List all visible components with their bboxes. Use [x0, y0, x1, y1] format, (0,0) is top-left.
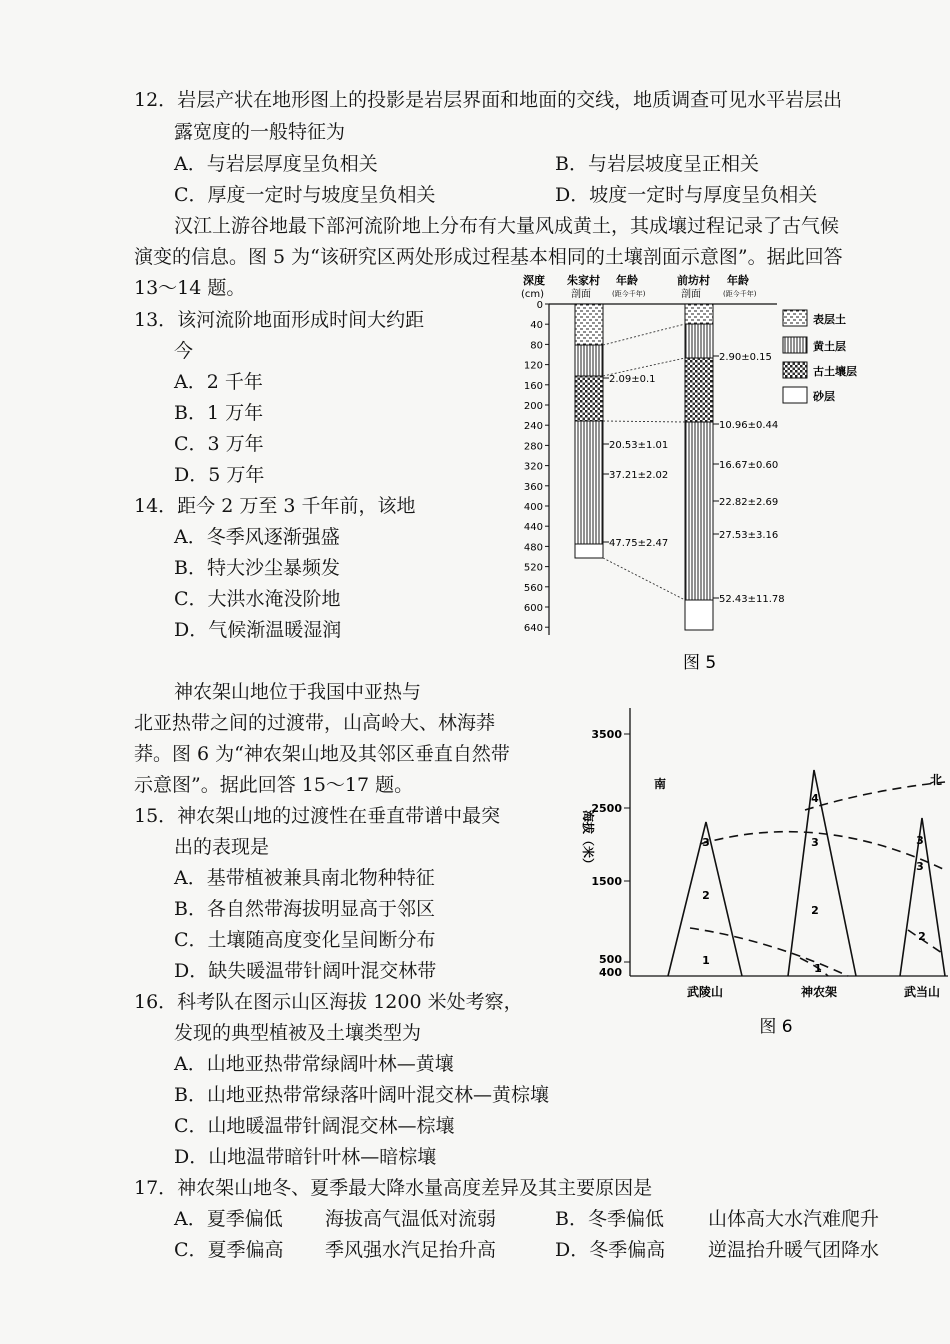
depth-tick-label: 120 [523, 360, 543, 372]
depth-tick-label: 0 [536, 300, 543, 311]
q14-option-d[interactable]: D．气候渐温暖湿润 [174, 619, 342, 641]
q15-option-a[interactable]: A．基带植被兼具南北物种特征 [174, 867, 435, 889]
q17-option-d-label[interactable]: D．冬季偏高 [555, 1239, 666, 1261]
col1-age-2: 20.53±1.01 [609, 440, 669, 451]
depth-tick-label: 520 [523, 562, 543, 574]
col1-age-3: 37.21±2.02 [609, 470, 669, 481]
q12-stem-1: 12．岩层产状在地形图上的投影是岩层界面和地面的交线，地质调查可见水平岩层出 [134, 89, 843, 111]
q17-option-a-text[interactable]: 海拔高气温低对流弱 [325, 1208, 497, 1230]
depth-tick-label: 640 [523, 623, 543, 635]
m3-zone-3b: 3 [916, 860, 924, 873]
north-label: 北 [930, 773, 943, 787]
col1-sub: 剖面 [571, 289, 591, 300]
q14-stem: 14．距今 2 万至 3 千年前，该地 [134, 495, 416, 517]
depth-tick-label: 600 [523, 603, 543, 614]
intro2-line-2: 北亚热带之间的过渡带，山高岭大、林海莽 [134, 712, 496, 734]
mountain-wuling: 武陵山 [686, 985, 724, 999]
q13-option-c[interactable]: C．3 万年 [174, 433, 264, 455]
q14-option-b[interactable]: B．特大沙尘暴频发 [174, 557, 340, 579]
depth-tick-label: 40 [530, 320, 543, 332]
q13-option-b[interactable]: B．1 万年 [174, 402, 264, 424]
y-tick-3500: 3500 [591, 728, 622, 741]
intro2-line-4: 示意图”。据此回答 15～17 题。 [134, 774, 414, 796]
col1-age-1: 2.09±0.1 [609, 374, 656, 385]
q16-option-d[interactable]: D．山地温带暗针叶林—暗棕壤 [174, 1146, 437, 1168]
col2-age-2: 10.96±0.44 [719, 420, 779, 431]
depth-tick-label: 360 [523, 481, 543, 493]
col2-name: 前坊村 [677, 274, 710, 287]
col2-age-4: 22.82±2.69 [719, 497, 779, 508]
depth-tick-label: 400 [523, 502, 543, 513]
legend-paleosol: 古土壤层 [813, 365, 857, 378]
depth-tick-label: 560 [523, 582, 543, 594]
intro1-line-1: 汉江上游谷地最下部河流阶地上分布有大量风成黄土，其成壤过程记录了古气候 [174, 215, 840, 237]
q17-option-c-text[interactable]: 季风强水汽足抬升高 [325, 1239, 497, 1261]
depth-tick-label: 480 [523, 542, 543, 554]
figure-5-soil-profiles [505, 270, 885, 673]
col2-age-6: 52.43±11.78 [719, 594, 785, 605]
q16-option-c[interactable]: C．山地暖温带针阔混交林—棕壤 [174, 1115, 455, 1137]
col1-age-sub: (距今千年) [612, 290, 646, 298]
col2-age-1: 2.90±0.15 [719, 352, 772, 363]
intro1-line-2: 演变的信息。图 5 为“该研究区两处形成过程基本相同的土壤剖面示意图”。据此回答 [134, 246, 843, 268]
depth-tick-label: 240 [523, 421, 543, 433]
q15-option-b[interactable]: B．各自然带海拔明显高于邻区 [174, 898, 435, 920]
intro1-line-3: 13～14 题。 [134, 277, 246, 299]
q17-option-b-label[interactable]: B．冬季偏低 [555, 1208, 664, 1230]
depth-tick-label: 320 [523, 461, 543, 473]
q12-option-d[interactable]: D．坡度一定时与厚度呈负相关 [555, 184, 818, 206]
q13-option-a[interactable]: A．2 千年 [174, 371, 263, 393]
q16-option-a[interactable]: A．山地亚热带常绿阔叶林—黄壤 [174, 1053, 454, 1075]
q12-option-a[interactable]: A．与岩层厚度呈负相关 [174, 153, 378, 175]
q15-stem-1: 15．神农架山地的过渡性在垂直带谱中最突 [134, 805, 501, 827]
q17-option-c-label[interactable]: C．夏季偏高 [174, 1239, 284, 1261]
legend-loess: 黄土层 [813, 340, 846, 353]
intro2-line-1: 神农架山地位于我国中亚热与 [174, 681, 422, 703]
legend-surface: 表层土 [813, 313, 846, 326]
q15-stem-2: 出的表现是 [174, 836, 270, 858]
q16-stem-1: 16．科考队在图示山区海拔 1200 米处考察， [134, 991, 523, 1013]
figure-6-caption: 图 6 [759, 1017, 793, 1037]
m1-zone-3: 3 [702, 836, 710, 849]
q13-stem-2: 今 [174, 340, 194, 362]
mountain-shennongjia: 神农架 [800, 985, 838, 999]
figure-5-caption: 图 5 [683, 653, 717, 673]
q17-option-a-label[interactable]: A．夏季偏低 [174, 1208, 283, 1230]
m2-zone-1: 1 [814, 962, 822, 975]
col1-age-header: 年龄 [616, 274, 638, 287]
q12-stem-2: 露宽度的一般特征为 [174, 121, 346, 143]
depth-tick-label: 160 [523, 380, 543, 392]
y-tick-1500: 1500 [591, 875, 622, 888]
q16-stem-2: 发现的典型植被及土壤类型为 [174, 1022, 422, 1044]
q15-option-c[interactable]: C．土壤随高度变化呈间断分布 [174, 929, 436, 951]
unit-header: (cm) [521, 289, 545, 300]
q17-stem: 17．神农架山地冬、夏季最大降水量高度差异及其主要原因是 [134, 1177, 653, 1199]
q17-option-b-text[interactable]: 山体高大水汽难爬升 [708, 1208, 880, 1230]
depth-tick-label: 200 [523, 401, 543, 412]
q16-option-b[interactable]: B．山地亚热带常绿落叶阔叶混交林—黄棕壤 [174, 1084, 549, 1106]
m3-zone-3a: 3 [916, 834, 924, 847]
y-tick-400: 400 [599, 966, 622, 979]
figure-5-legend [783, 310, 857, 403]
m1-zone-2: 2 [702, 889, 710, 902]
q13-stem-1: 13．该河流阶地面形成时间大约距 [134, 309, 425, 331]
q14-option-c[interactable]: C．大洪水淹没阶地 [174, 588, 341, 610]
figure-6-vertical-zones [570, 700, 948, 1040]
m2-zone-4: 4 [811, 792, 819, 805]
q12-option-c[interactable]: C．厚度一定时与坡度呈负相关 [174, 184, 436, 206]
depth-tick-label: 80 [530, 340, 543, 352]
depth-tick-label: 440 [523, 522, 543, 534]
q17-option-d-text[interactable]: 逆温抬升暖气团降水 [708, 1239, 880, 1261]
col2-sub: 剖面 [681, 289, 701, 300]
col2-age-sub: (距今千年) [723, 290, 757, 298]
m2-zone-3: 3 [811, 836, 819, 849]
q13-option-d[interactable]: D．5 万年 [174, 464, 265, 486]
q15-option-d[interactable]: D．缺失暖温带针阔叶混交林带 [174, 960, 437, 982]
depth-tick-label: 280 [523, 441, 543, 453]
m1-zone-1: 1 [702, 954, 710, 967]
q14-option-a[interactable]: A．冬季风逐渐强盛 [174, 526, 340, 548]
y-tick-500: 500 [599, 953, 622, 966]
col1-name: 朱家村 [567, 274, 600, 287]
legend-sand: 砂层 [813, 390, 835, 403]
col2-age-header: 年龄 [727, 274, 749, 287]
y-tick-2500: 2500 [591, 802, 622, 815]
q12-option-b[interactable]: B．与岩层坡度呈正相关 [555, 153, 759, 175]
col2-age-3: 16.67±0.60 [719, 460, 779, 471]
col1-age-4: 47.75±2.47 [609, 538, 669, 549]
mountain-wudang: 武当山 [903, 985, 941, 999]
col2-age-5: 27.53±3.16 [719, 530, 779, 541]
depth-header: 深度 [523, 274, 545, 287]
intro2-line-3: 莽。图 6 为“神农架山地及其邻区垂直自然带 [134, 743, 510, 765]
m3-zone-2: 2 [918, 930, 926, 943]
south-label: 南 [654, 777, 667, 791]
m2-zone-2: 2 [811, 904, 819, 917]
y-axis-label: 海拔（米） [581, 810, 595, 871]
